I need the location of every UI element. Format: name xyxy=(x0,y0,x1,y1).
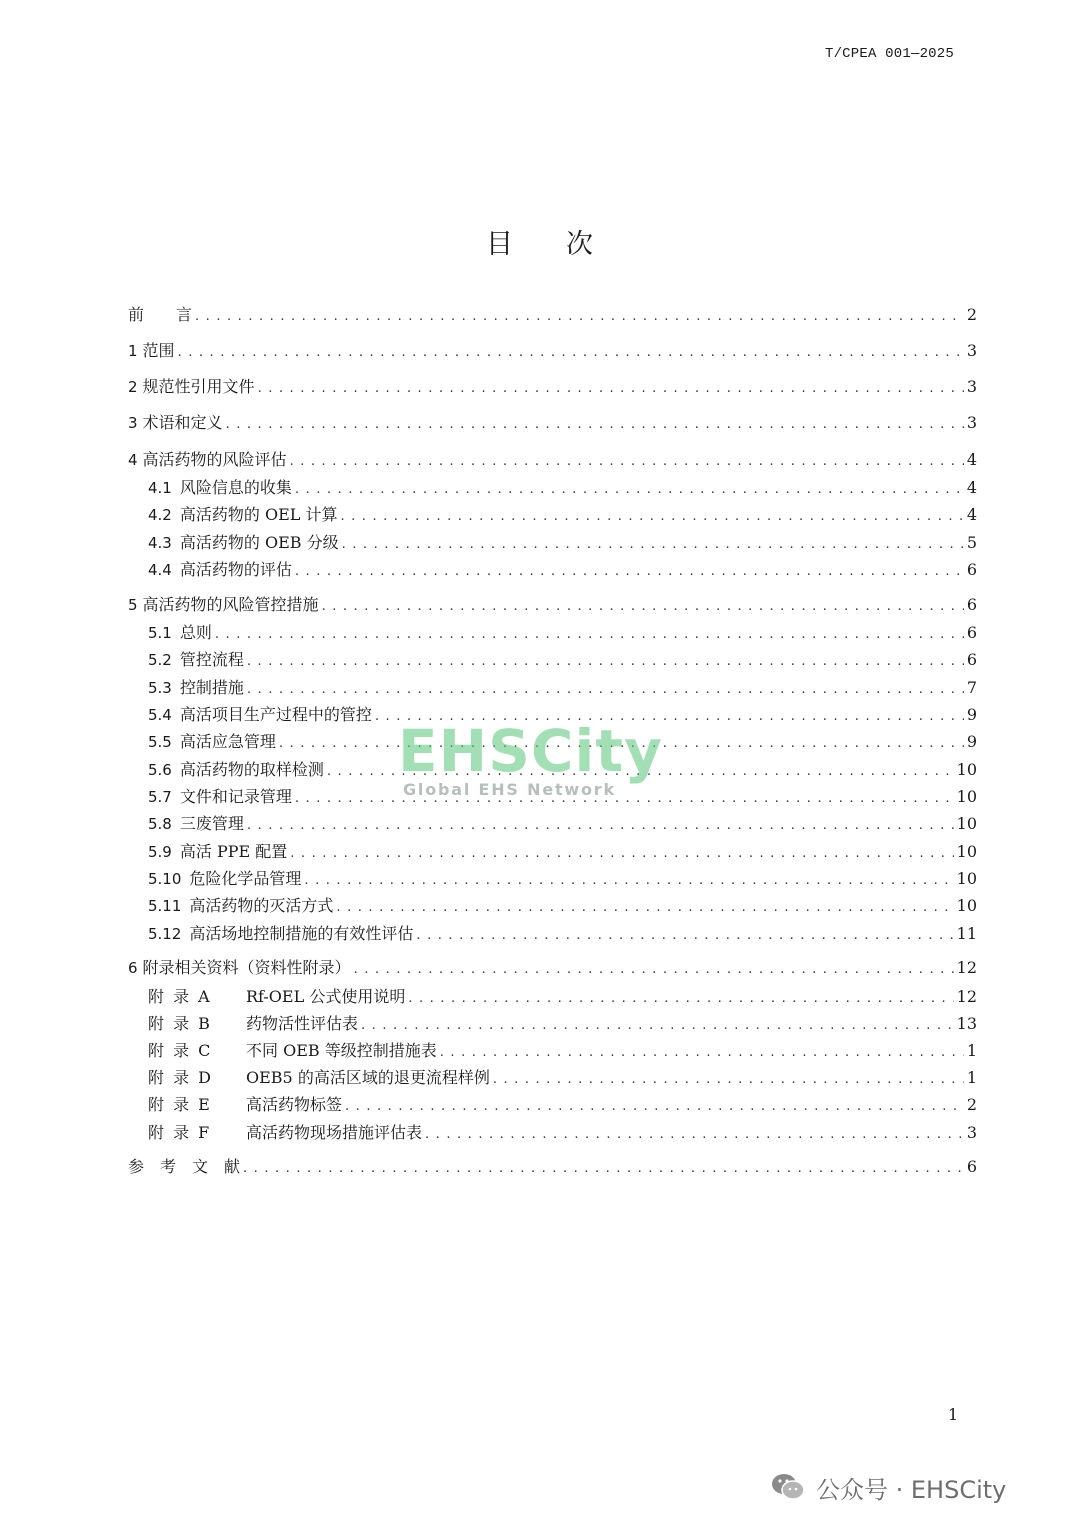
toc-entry-page: 5 xyxy=(966,533,977,552)
toc-entry-label: 总则 xyxy=(179,623,212,642)
toc-entry-number: 2 xyxy=(128,378,138,396)
toc-entry[interactable] xyxy=(128,1157,977,1179)
toc-entry-page: 12 xyxy=(956,987,977,1006)
toc-entry-page: 1 xyxy=(966,1068,977,1087)
toc-entry-page: 10 xyxy=(956,787,977,806)
toc-entry-label: 高活药物的取样检测 xyxy=(179,760,324,779)
toc-entry-page: 6 xyxy=(966,1157,977,1176)
toc-entry[interactable] xyxy=(148,1123,977,1145)
toc-appendix-prefix: 附 录 B xyxy=(148,1014,212,1033)
toc-entry[interactable] xyxy=(148,1014,977,1036)
toc-entry[interactable] xyxy=(148,705,977,727)
toc-entry[interactable] xyxy=(148,1068,977,1090)
toc-entry[interactable] xyxy=(128,341,977,363)
toc-entry-label: 范围 xyxy=(142,341,175,360)
toc-dot-leader xyxy=(340,507,963,527)
toc-entry-number: 4.1 xyxy=(148,479,172,497)
toc-dot-leader xyxy=(243,1159,964,1179)
toc-dot-leader xyxy=(425,1125,964,1145)
toc-entry-page: 2 xyxy=(966,305,977,324)
title-part-2: 次 xyxy=(566,229,594,260)
toc-dot-leader xyxy=(322,597,964,617)
toc-entry[interactable] xyxy=(148,478,977,500)
toc-entry-page: 3 xyxy=(966,413,977,432)
toc-entry-label: Rf-OEL 公式使用说明 xyxy=(246,987,406,1006)
toc-dot-leader xyxy=(247,652,964,672)
toc-entry-label: 术语和定义 xyxy=(142,413,223,432)
toc-dot-leader xyxy=(215,625,964,645)
toc-entry-page: 10 xyxy=(956,869,977,888)
toc-entry-label: 高活 PPE 配置 xyxy=(179,842,288,861)
toc-dot-leader xyxy=(375,707,964,727)
toc-entry-page: 12 xyxy=(956,958,977,977)
toc-dot-leader xyxy=(416,926,953,946)
toc-entry-label: 高活应急管理 xyxy=(179,732,276,751)
toc-entry[interactable] xyxy=(148,678,977,700)
toc-dot-leader xyxy=(247,680,964,700)
toc-entry-number: 6 xyxy=(128,959,138,977)
toc-entry[interactable] xyxy=(148,760,977,782)
toc-entry-number: 5.2 xyxy=(148,651,172,669)
toc-entry-number: 4.4 xyxy=(148,561,172,579)
toc-entry-page: 6 xyxy=(966,650,977,669)
toc-dot-leader xyxy=(279,734,964,754)
toc-entry-label: 风险信息的收集 xyxy=(179,478,292,497)
toc-entry-number: 5.7 xyxy=(148,788,172,806)
toc-entry-page: 10 xyxy=(956,814,977,833)
toc-entry-page: 7 xyxy=(966,678,977,697)
toc-entry[interactable] xyxy=(128,305,977,327)
toc-entry-label: 高活药物的风险评估 xyxy=(142,450,287,469)
toc-entry-number: 5.11 xyxy=(148,897,182,915)
toc-entry-label: 高活药物的风险管控措施 xyxy=(142,595,319,614)
toc-entry-number: 4 xyxy=(128,451,138,469)
toc-dot-leader xyxy=(195,307,964,327)
toc-entry[interactable] xyxy=(128,450,977,472)
toc-entry-label: 高活药物标签 xyxy=(246,1095,343,1114)
toc-appendix-prefix: 附 录 E xyxy=(148,1095,212,1114)
toc-dot-leader xyxy=(345,1097,964,1117)
toc-entry[interactable] xyxy=(148,505,977,527)
toc-dot-leader xyxy=(258,379,964,399)
toc-entry-number: 5.12 xyxy=(148,925,182,943)
toc-entry-number: 5.5 xyxy=(148,733,172,751)
toc-entry[interactable] xyxy=(148,623,977,645)
wechat-icon xyxy=(770,1471,806,1503)
toc-entry-label: 高活场地控制措施的有效性评估 xyxy=(189,924,414,943)
toc-dot-leader xyxy=(247,816,954,836)
footer-brand xyxy=(770,1467,1006,1507)
toc-entry-label: 高活项目生产过程中的管控 xyxy=(179,705,372,724)
toc-entry-page: 4 xyxy=(966,450,977,469)
toc-entry-number: 5.1 xyxy=(148,624,172,642)
toc-dot-leader xyxy=(493,1070,964,1090)
toc-entry-page: 6 xyxy=(966,623,977,642)
toc-entry-label: 管控流程 xyxy=(179,650,244,669)
toc-entry-page: 9 xyxy=(966,732,977,751)
toc-entry-label: 高活药物现场措施评估表 xyxy=(246,1123,423,1142)
toc-dot-leader xyxy=(226,415,964,435)
toc-dot-leader xyxy=(290,844,953,864)
toc-dot-leader xyxy=(295,480,964,500)
toc-entry[interactable] xyxy=(148,1095,977,1117)
toc-entry-page: 3 xyxy=(966,341,977,360)
toc-entry[interactable] xyxy=(148,650,977,672)
toc-dot-leader xyxy=(361,1016,954,1036)
toc-entry-label: OEB5 的高活区域的退更流程样例 xyxy=(246,1068,490,1087)
toc-entry-label: 三废管理 xyxy=(179,814,244,833)
toc-entry-label: 高活药物的 OEL 计算 xyxy=(179,505,338,524)
toc-entry-page: 10 xyxy=(956,842,977,861)
toc-entry-label: 参 考 文 献 xyxy=(128,1157,241,1176)
toc-entry[interactable] xyxy=(128,377,977,399)
toc-entry[interactable] xyxy=(128,413,977,435)
toc-entry-number: 5.9 xyxy=(148,843,172,861)
toc-appendix-prefix: 附 录 D xyxy=(148,1068,214,1087)
toc-appendix-prefix: 附 录 F xyxy=(148,1123,212,1142)
toc-entry-page: 6 xyxy=(966,560,977,579)
toc-entry-number: 4.3 xyxy=(148,534,172,552)
page-number: 1 xyxy=(948,1405,959,1424)
toc-entry-number: 5.4 xyxy=(148,706,172,724)
toc-entry-page: 6 xyxy=(966,595,977,614)
toc-entry-label: 控制措施 xyxy=(179,678,244,697)
toc-entry-number: 3 xyxy=(128,414,138,432)
toc-entry-page: 10 xyxy=(956,896,977,915)
toc-entry[interactable] xyxy=(148,896,977,918)
toc-entry-number: 5.10 xyxy=(148,870,182,888)
watermark-sub: Global EHS Network xyxy=(403,780,616,799)
toc-entry-label: 不同 OEB 等级控制措施表 xyxy=(246,1041,437,1060)
toc-entry-page: 9 xyxy=(966,705,977,724)
toc-entry-label: 药物活性评估表 xyxy=(246,1014,359,1033)
toc-entry-page: 3 xyxy=(966,377,977,396)
toc-entry[interactable] xyxy=(148,842,977,864)
toc-entry-label: 规范性引用文件 xyxy=(142,377,255,396)
footer-brand-text: 公众号 · EHSCity xyxy=(816,1475,1007,1504)
toc-entry[interactable] xyxy=(148,869,977,891)
toc-entry-label: 文件和记录管理 xyxy=(179,787,292,806)
toc-appendix-prefix: 附 录 C xyxy=(148,1041,213,1060)
toc-entry-page: 10 xyxy=(956,760,977,779)
toc-entry-page: 11 xyxy=(956,924,977,943)
toc-entry-label: 附录相关资料（资料性附录） xyxy=(142,958,351,977)
toc-appendix-prefix: 附 录 A xyxy=(148,987,212,1006)
toc-entry[interactable] xyxy=(148,560,977,582)
toc-entry-number: 5.3 xyxy=(148,679,172,697)
toc-entry-number: 5.6 xyxy=(148,761,172,779)
toc-dot-leader xyxy=(342,535,964,555)
toc-entry[interactable] xyxy=(148,732,977,754)
toc-dot-leader xyxy=(354,960,954,980)
toc-entry-page: 13 xyxy=(956,1014,977,1033)
toc-entry-number: 5.8 xyxy=(148,815,172,833)
toc-entry[interactable] xyxy=(128,958,977,980)
toc-entry-page: 4 xyxy=(966,505,977,524)
toc-dot-leader xyxy=(408,989,953,1009)
toc-entry[interactable] xyxy=(148,1041,977,1063)
toc-entry-page: 4 xyxy=(966,478,977,497)
watermark-main: EHSCity xyxy=(398,717,663,785)
toc-dot-leader xyxy=(327,762,954,782)
toc-entry[interactable] xyxy=(148,814,977,836)
toc-entry[interactable] xyxy=(148,787,977,809)
title-part-1: 目 xyxy=(486,229,514,260)
toc-dot-leader xyxy=(178,343,964,363)
toc-entry-label: 危险化学品管理 xyxy=(189,869,302,888)
toc-entry-page: 2 xyxy=(966,1095,977,1114)
toc-entry[interactable] xyxy=(148,533,977,555)
toc-entry[interactable] xyxy=(128,595,977,617)
toc-entry-number: 4.2 xyxy=(148,506,172,524)
toc-entry-label: 前 言 xyxy=(128,305,193,324)
toc-dot-leader xyxy=(440,1043,964,1063)
doc-code: T/CPEA 001—2025 xyxy=(824,46,954,62)
toc-entry-label: 高活药物的评估 xyxy=(179,560,292,579)
toc-entry-label: 高活药物的 OEB 分级 xyxy=(179,533,339,552)
toc-dot-leader xyxy=(295,789,954,809)
toc-entry-number: 5 xyxy=(128,596,138,614)
toc-entry-page: 3 xyxy=(966,1123,977,1142)
toc-dot-leader xyxy=(295,562,964,582)
toc-entry-page: 1 xyxy=(966,1041,977,1060)
toc-entry-number: 1 xyxy=(128,342,138,360)
toc-dot-leader xyxy=(304,871,953,891)
toc-dot-leader xyxy=(290,452,964,472)
toc-entry-label: 高活药物的灭活方式 xyxy=(189,896,334,915)
toc-entry[interactable] xyxy=(148,987,977,1009)
toc-dot-leader xyxy=(336,898,953,918)
toc-entry[interactable] xyxy=(148,924,977,946)
